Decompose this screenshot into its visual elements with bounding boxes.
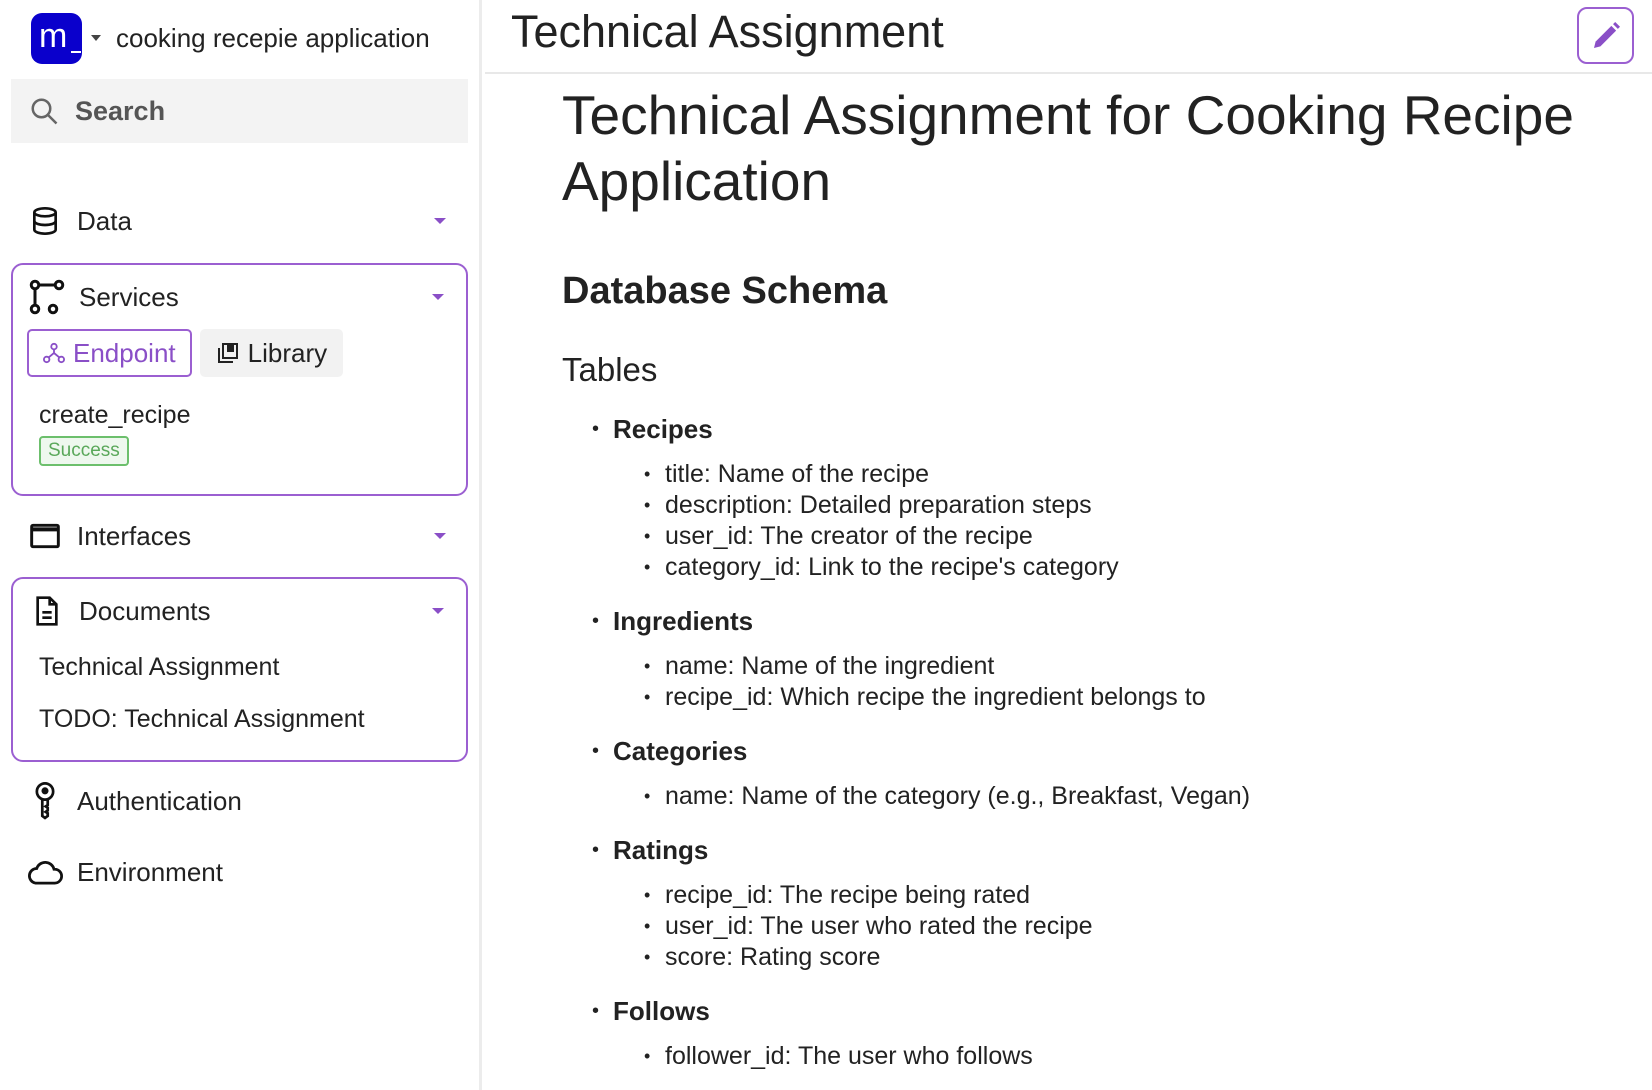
services-group [11,263,468,496]
sidebar-item-data[interactable] [11,191,468,251]
field-item: • recipe_id: The recipe being rated [644,880,1652,911]
library-icon [216,341,240,365]
sidebar-item-label: Data [77,205,132,236]
tab-label: Endpoint [73,337,176,368]
section-heading: Database Schema [562,270,888,312]
search-placeholder: Search [75,95,166,126]
tab-label: Library [247,337,328,368]
document-title-line2: Application [562,150,832,212]
sidebar-item-documents[interactable] [13,581,466,641]
project-switcher[interactable] [31,12,430,64]
sidebar-item-authentication[interactable] [11,771,468,831]
field-list [613,651,1652,713]
sidebar-item-label: Environment [77,856,223,887]
chevron-down-icon[interactable] [434,218,446,224]
cloud-icon [27,854,63,890]
services-tabs [27,329,343,377]
chevron-down-icon[interactable] [432,608,444,614]
field-item: • recipe_id: Which recipe the ingredient belongs to [644,682,1652,713]
sidebar-item-label: Interfaces [77,520,192,551]
field-item: • category_id: Link to the recipe's category [644,552,1652,583]
document-icon [29,593,65,629]
field-item: • description: Detailed preparation steps [644,490,1652,521]
database-icon [27,203,63,239]
field-item: • user_id: The user who rated the recipe [644,911,1652,942]
project-name: cooking recepie application [116,22,430,53]
document-link-todo-technical-assignment[interactable]: TODO: Technical Assignment [39,705,365,733]
main-panel [485,0,1652,1090]
subsection-heading: Tables [562,351,658,388]
key-icon [27,783,63,819]
pencil-icon [1590,20,1622,52]
field-list [613,459,1652,583]
app-logo: m [31,13,82,64]
chevron-down-icon[interactable] [434,533,446,539]
chevron-down-icon[interactable] [432,294,444,300]
sidebar-item-label: Authentication [77,785,242,816]
table-name: • Recipes [613,414,713,444]
table-item [592,411,1652,583]
field-item: • user_id: The creator of the recipe [644,521,1652,552]
sidebar-item-interfaces[interactable] [11,506,468,566]
window-icon [27,518,63,554]
document-link-technical-assignment[interactable]: Technical Assignment [39,653,280,681]
table-item [592,832,1652,973]
table-item [592,993,1652,1072]
table-name: • Categories [613,736,748,766]
document-content [562,82,1652,1090]
table-name: • Ratings [613,835,709,865]
search-icon [29,96,59,126]
tab-endpoint[interactable] [27,329,192,377]
edit-button[interactable] [1577,7,1634,64]
field-item: • name: Name of the ingredient [644,651,1652,682]
table-item [592,603,1652,713]
table-item [592,733,1652,812]
document-header [485,0,1652,74]
endpoint-item[interactable]: create_recipe [39,401,191,429]
tables-list [562,411,1652,1072]
search-input[interactable] [11,79,468,143]
sidebar-item-environment[interactable] [11,842,468,902]
status-badge: Success [39,436,129,466]
field-item: • score: Rating score [644,942,1652,973]
table-name: • Ingredients [613,606,754,636]
field-list [613,880,1652,973]
tab-library[interactable] [200,329,343,377]
document-title-line1: Technical Assignment for Cooking Recipe [562,84,1574,146]
endpoint-icon [43,342,65,364]
documents-group [11,577,468,762]
services-graph-icon [29,279,65,315]
caret-down-icon [91,35,101,41]
table-name: • Follows [613,996,710,1026]
field-item: • name: Name of the category (e.g., Breakfast, Vegan) [644,781,1652,812]
field-list [613,781,1652,812]
sidebar [0,0,482,1090]
page-title: Technical Assignment [511,6,944,57]
sidebar-item-label: Documents [79,595,211,626]
sidebar-item-services[interactable] [13,267,466,327]
document-title [562,82,1652,214]
field-list [613,1041,1652,1072]
field-item: • title: Name of the recipe [644,459,1652,490]
sidebar-item-label: Services [79,281,179,312]
field-item: • follower_id: The user who follows [644,1041,1652,1072]
